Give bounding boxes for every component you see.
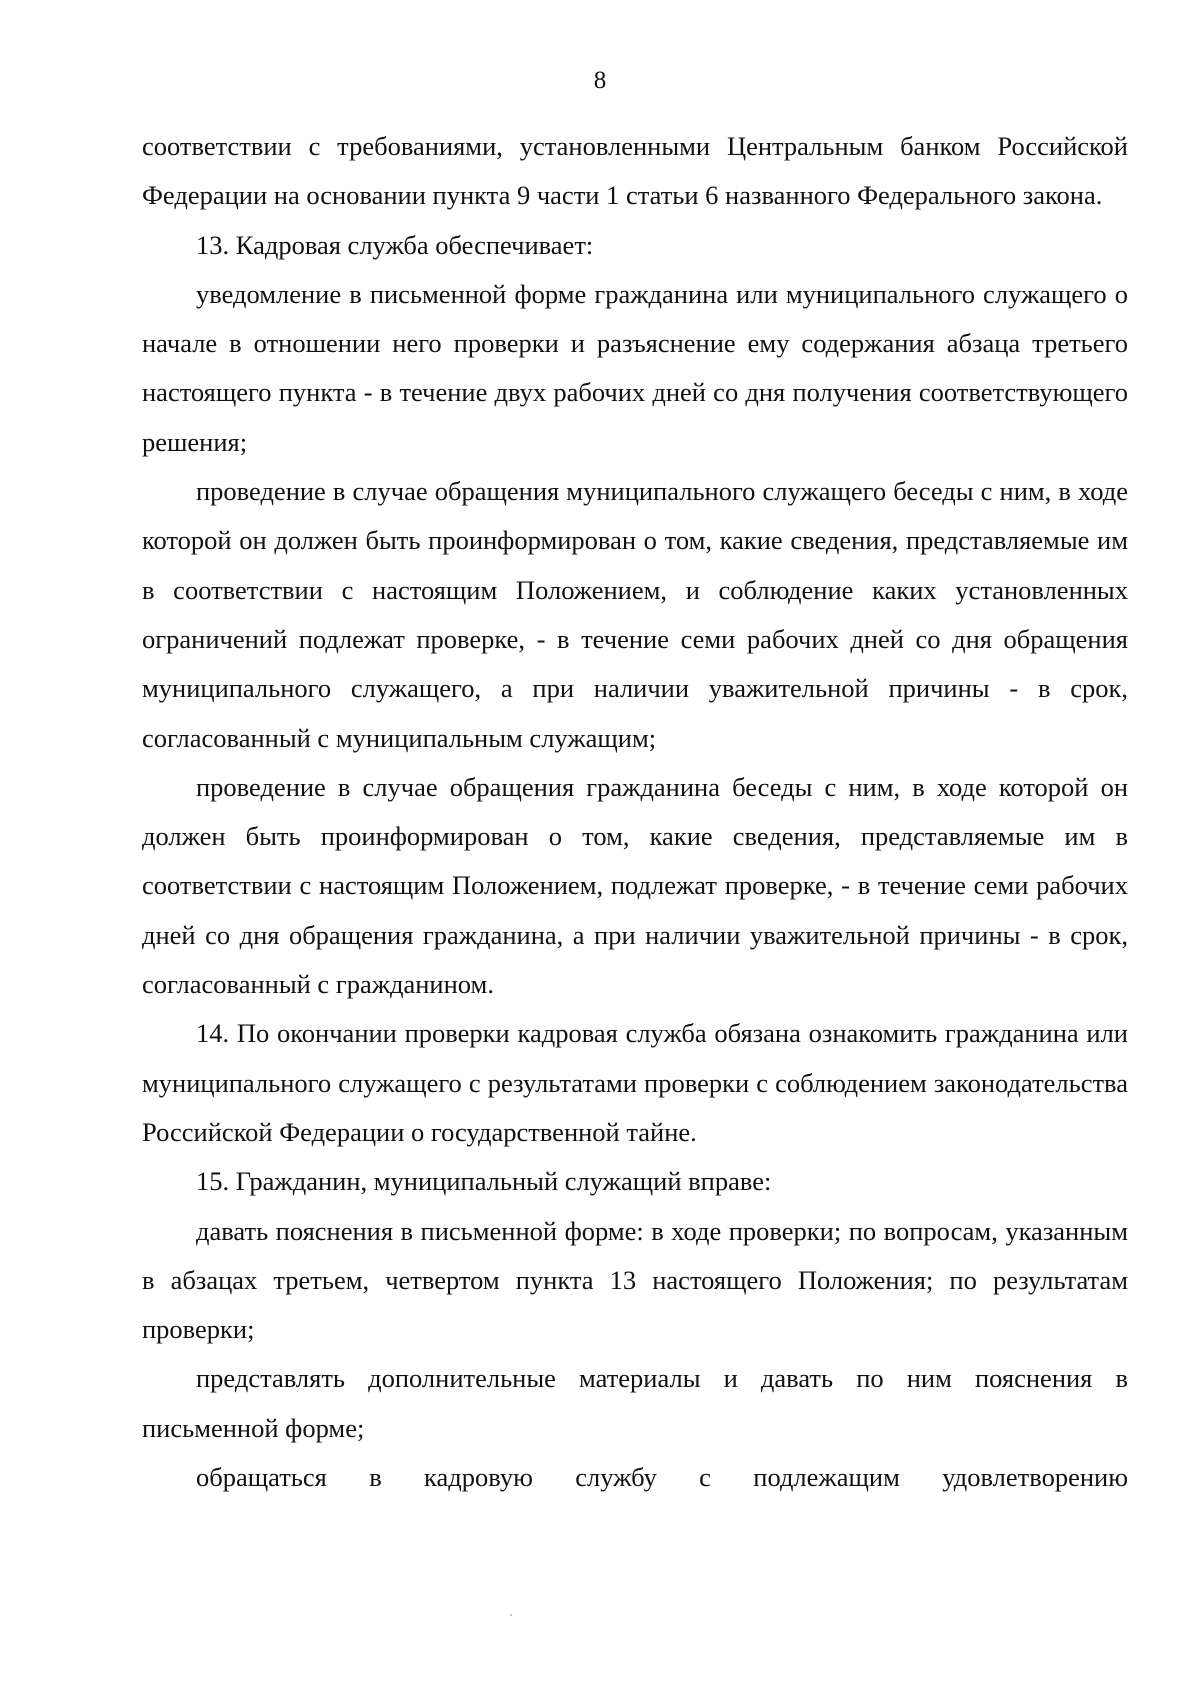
paragraph-interview-employee: проведение в случае обращения муниципального служащего беседы с ним, в ходе которой он должен быть проинформирован о том, какие сведения, представляемые им в соответствии с настоящим Положением, и соблюдение каких установленных ограничений подлежат проверке, - в течение семи рабочих дней со дня обращения муниципального служащего, а при наличии уважительной причины - в срок, согласованный с муниципальным служащим; (142, 476, 1128, 753)
scan-artifact (510, 1614, 512, 1616)
paragraph-continuation: соответствии с требованиями, установленными Центральным банком Российской Федерации на основании пункта 9 части 1 статьи 6 названного Федерального закона. (142, 131, 1128, 211)
paragraph-interview-citizen: проведение в случае обращения гражданина беседы с ним, в ходе которой он должен быть проинформирован о том, какие сведения, представляемые им в соответствии с настоящим Положением, подлежат проверке, - в течение семи рабочих дней со дня обращения гражданина, а при наличии уважительной причины - в срок, согласованный с гражданином. (142, 771, 1128, 1000)
paragraph-notification: уведомление в письменной форме гражданина или муниципального служащего о начале в отношении него проверки и разъяснение ему содержания абзаца третьего настоящего пункта - в течение двух рабочих дней со дня получения соответствующего решения; (142, 278, 1128, 457)
paragraph-additional-materials: представлять дополнительные материалы и давать по ним пояснения в письменной форме; (142, 1363, 1128, 1443)
paragraph-item-15-heading: 15. Гражданин, муниципальный служащий вправе: (196, 1166, 772, 1197)
paragraph-appeal: обращаться в кадровую службу с подлежащим удовлетворению (196, 1462, 1128, 1493)
paragraph-item-13-heading: 13. Кадровая служба обеспечивает: (196, 229, 594, 260)
paragraph-explanations: давать пояснения в письменной форме: в ходе проверки; по вопросам, указанным в абзацах третьем, четвертом пункта 13 настоящего Положения; по результатам проверки; (142, 1215, 1128, 1345)
page-number: 8 (593, 67, 607, 94)
document-body (142, 122, 1128, 1502)
paragraph-item-14: 14. По окончании проверки кадровая служба обязана ознакомить гражданина или муниципального служащего с результатами проверки с соблюдением законодательства Российской Федерации о государственной тайне. (142, 1018, 1128, 1147)
